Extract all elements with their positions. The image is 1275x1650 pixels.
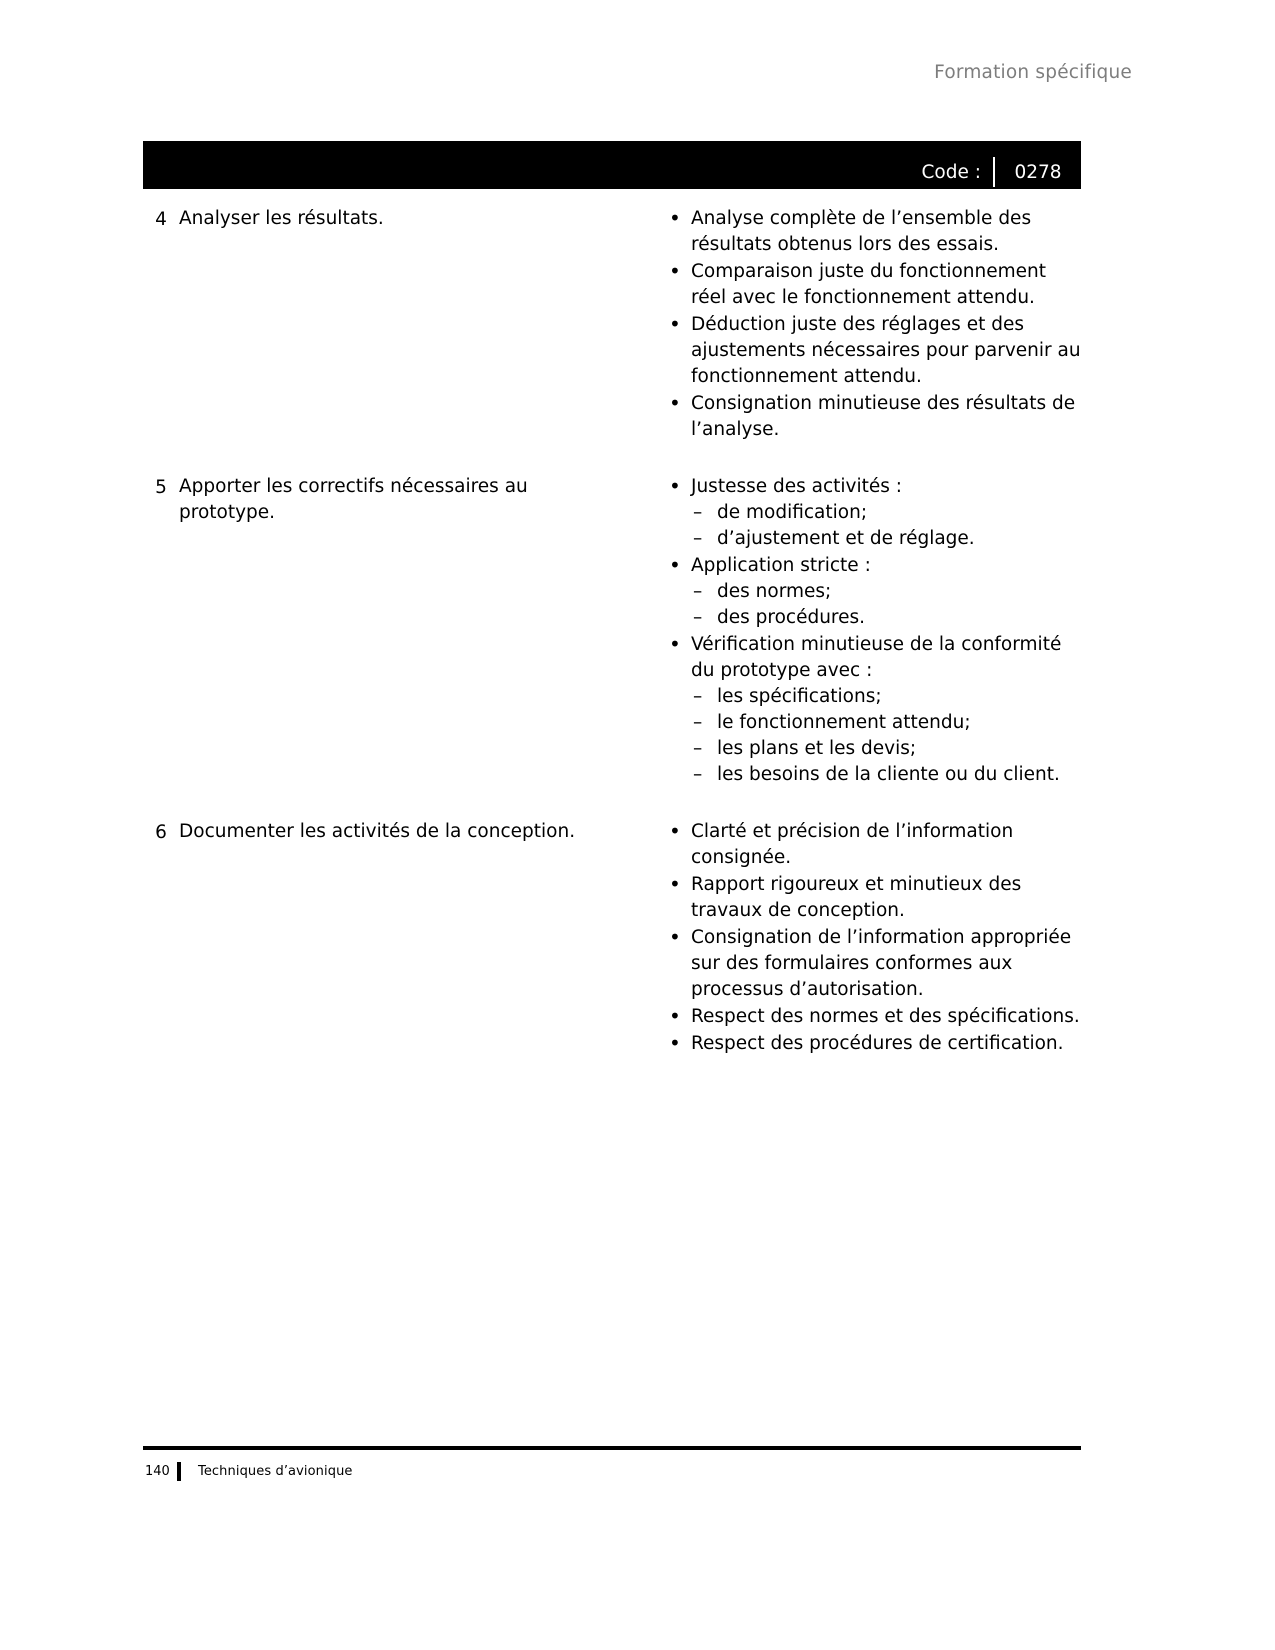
sub-list-item: – d’ajustement et de réglage. (691, 526, 1081, 552)
criteria-text: Déduction juste des réglages et des ajustements nécessaires pour parvenir au fonctionnement attendu. (691, 314, 1081, 387)
code-value: 0278 (1014, 161, 1062, 183)
list-item (665, 819, 1081, 871)
list-item (665, 259, 1081, 311)
row-criteria (625, 819, 1081, 1058)
code-bar-inner (922, 155, 1081, 189)
table-row (143, 474, 1081, 789)
row-task: Apporter les correctifs nécessaires au prototype. (179, 476, 528, 523)
code-label: Code : (921, 161, 981, 183)
footer-page-number: 140 (145, 1463, 170, 1479)
criteria-text: Respect des procédures de certification. (691, 1033, 1064, 1054)
criteria-text: Rapport rigoureux et minutieux des travaux de conception. (691, 874, 1022, 921)
list-item (665, 553, 1081, 631)
footer-program-title: Techniques d’avionique (198, 1463, 353, 1479)
criteria-text: Application stricte : (691, 555, 871, 576)
code-bar (143, 141, 1081, 189)
criteria-text: Consignation minutieuse des résultats de l’analyse. (691, 393, 1076, 440)
criteria-sublist (691, 684, 1081, 788)
footer-divider (143, 1446, 1081, 1450)
list-item (665, 1031, 1081, 1057)
list-item (665, 312, 1081, 390)
criteria-text: Comparaison juste du fonctionnement réel avec le fonctionnement attendu. (691, 261, 1047, 308)
criteria-text: Justesse des activités : (691, 476, 903, 497)
footer-accent-bar (177, 1462, 181, 1481)
row-task: Analyser les résultats. (179, 208, 384, 229)
row-task: Documenter les activités de la conception. (179, 821, 576, 842)
table-row (143, 819, 1081, 1058)
row-number: 5 (155, 477, 167, 498)
competency-table (143, 206, 1081, 1058)
criteria-text: Vérification minutieuse de la conformité du prototype avec : (691, 634, 1062, 681)
list-item (665, 206, 1081, 258)
criteria-list (665, 206, 1081, 443)
list-item (665, 1004, 1081, 1030)
criteria-text: Respect des normes et des spécifications. (691, 1006, 1080, 1027)
criteria-text: Analyse complète de l’ensemble des résultats obtenus lors des essais. (691, 208, 1032, 255)
criteria-list (665, 819, 1081, 1057)
sub-list-item: – les spécifications; (691, 684, 1081, 710)
list-item (665, 632, 1081, 788)
criteria-text: Consignation de l’information appropriée sur des formulaires conformes aux processus d’autorisation. (691, 927, 1072, 1000)
row-number: 6 (155, 822, 167, 843)
list-item (665, 925, 1081, 1003)
page-header-label: Formation spécifique (934, 62, 1132, 83)
table-row (143, 206, 1081, 444)
sub-list-item: – le fonctionnement attendu; (691, 710, 1081, 736)
criteria-text: Clarté et précision de l’information consignée. (691, 821, 1014, 868)
sub-list-item: – les besoins de la cliente ou du client. (691, 762, 1081, 788)
list-item (665, 391, 1081, 443)
sub-list-item: – des normes; (691, 579, 1081, 605)
row-criteria (625, 206, 1081, 444)
sub-list-item: – les plans et les devis; (691, 736, 1081, 762)
criteria-sublist (691, 500, 1081, 552)
row-number: 4 (155, 209, 167, 230)
sub-list-item: – des procédures. (691, 605, 1081, 631)
page-footer (143, 1458, 1081, 1484)
list-item (665, 872, 1081, 924)
list-item (665, 474, 1081, 552)
row-criteria (625, 474, 1081, 789)
sub-list-item: – de modification; (691, 500, 1081, 526)
criteria-list (665, 474, 1081, 788)
criteria-sublist (691, 579, 1081, 631)
